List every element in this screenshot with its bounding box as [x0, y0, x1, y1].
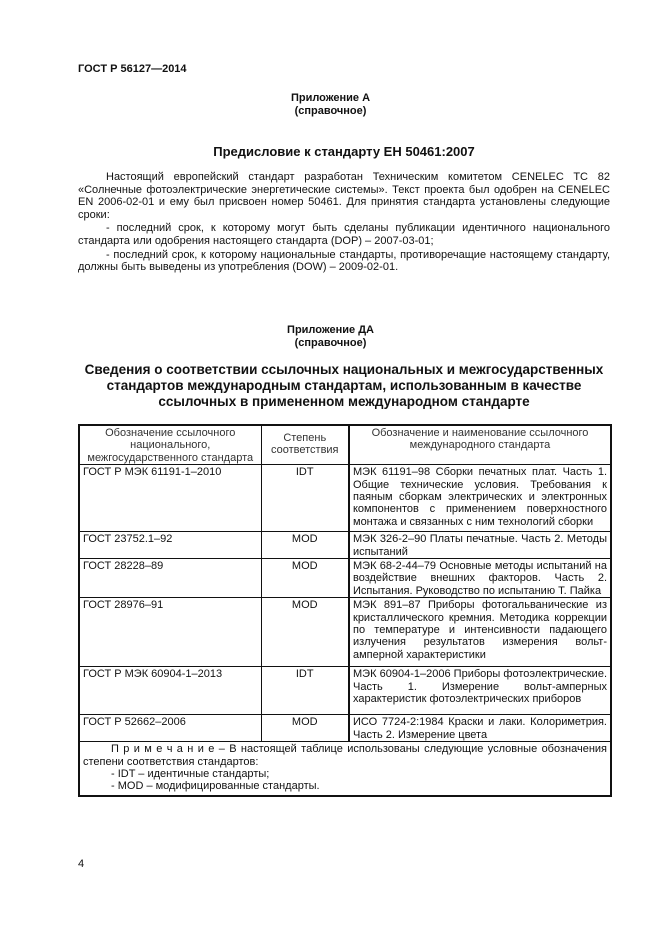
international-standard: МЭК 326-2–90 Платы печатные. Часть 2. Методы испытаний [349, 532, 611, 559]
table-row [79, 715, 611, 742]
appendix-a-title: Приложение А [290, 92, 371, 104]
table-header-row [79, 425, 611, 465]
table-note [79, 742, 611, 796]
conformity-degree: MOD [261, 559, 349, 598]
national-standard: ГОСТ Р МЭК 61191-1–2010 [79, 465, 261, 532]
table-row [79, 465, 611, 532]
column-header: Обозначение ссылочного национального, межгосударственного стандарта [79, 425, 261, 465]
appendix-a-body [78, 171, 610, 274]
conformity-degree: IDT [261, 667, 349, 715]
document-id: ГОСТ Р 56127—2014 [78, 63, 187, 75]
table-note-row [79, 742, 611, 796]
appendix-a-label [0, 92, 661, 118]
paragraph: - последний срок, к которому национальные стандарты, противоречащие настоящему стандарту, должны быть выведены из употребления (DOW) – 2009-02-01. [78, 248, 610, 274]
heading-line: стандартов международным стандартам, использованным в качестве [106, 378, 582, 393]
note-item: - MOD – модифицированные стандарты. [111, 780, 320, 793]
international-standard: МЭК 68-2-44–79 Основные методы испытаний на воздействие внешних факторов. Часть 2. Испытания. Руководство по испытанию Т. Пайка [349, 559, 611, 598]
conformity-degree: MOD [261, 598, 349, 667]
standards-correspondence-table [78, 424, 612, 797]
heading-line: Сведения о соответствии ссылочных национальных и межгосударственных [84, 362, 604, 377]
international-standard: МЭК 60904-1–2006 Приборы фотоэлектрические. Часть 1. Измерение вольт-амперных характеристик фотоэлектрических приборов [349, 667, 611, 715]
table-row [79, 598, 611, 667]
column-header: Обозначение и наименование ссылочного международного стандарта [349, 425, 611, 465]
paragraph: Настоящий европейский стандарт разработан Техническим комитетом CENELEC TC 82 «Солнечные фотоэлектрические энергетические системы». Текст проекта был одобрен на CENELEC EN 2006-02-01 и ему был присвоен номер 50461. Для принятия стандарта установлены следующие сроки: [78, 171, 610, 221]
conformity-degree: MOD [261, 715, 349, 742]
page-number: 4 [78, 858, 85, 870]
national-standard: ГОСТ Р 52662–2006 [79, 715, 261, 742]
appendix-a-heading: Предисловие к стандарту ЕН 50461:2007 [213, 144, 475, 159]
appendix-a-subtitle: (справочное) [294, 105, 367, 117]
note-text: – В настоящей таблице использованы следующие условные обозначения степени соответствия стандартов: [83, 743, 607, 768]
appendix-da-label [0, 324, 661, 350]
table-row [79, 559, 611, 598]
appendix-da-title: Приложение ДА [287, 324, 374, 336]
note-item: - IDT – идентичные стандарты; [111, 768, 270, 781]
appendix-da-heading [60, 362, 628, 410]
conformity-degree: MOD [261, 532, 349, 559]
international-standard: ИСО 7724-2:1984 Краски и лаки. Колориметрия. Часть 2. Измерение цвета [349, 715, 611, 742]
national-standard: ГОСТ 28228–89 [79, 559, 261, 598]
table-row [79, 667, 611, 715]
paragraph: - последний срок, к которому могут быть сделаны публикации идентичного национального стандарта или одобрения настоящего стандарта (DOP) – 2007-03-01; [78, 222, 610, 247]
note-label: П р и м е ч а н и е [111, 743, 215, 756]
national-standard: ГОСТ Р МЭК 60904-1–2013 [79, 667, 261, 715]
national-standard: ГОСТ 28976–91 [79, 598, 261, 667]
heading-line: ссылочных в примененном международном стандарте [158, 394, 530, 409]
international-standard: МЭК 61191–98 Сборки печатных плат. Часть 1. Общие технические условия. Требования к паяным сборкам электрических и электронных компонентов с применением поверхностного монтажа и связанных с ним технологий сборки [349, 465, 611, 532]
international-standard: МЭК 891–87 Приборы фотогальванические из кристаллического кремния. Методика коррекции по температуре и интенсивности падающего излучения результатов измерения вольт-амперной характеристики [349, 598, 611, 667]
appendix-da-subtitle: (справочное) [294, 337, 367, 349]
column-header: Степень соответствия [261, 425, 349, 465]
national-standard: ГОСТ 23752.1–92 [79, 532, 261, 559]
table-row [79, 532, 611, 559]
conformity-degree: IDT [261, 465, 349, 532]
